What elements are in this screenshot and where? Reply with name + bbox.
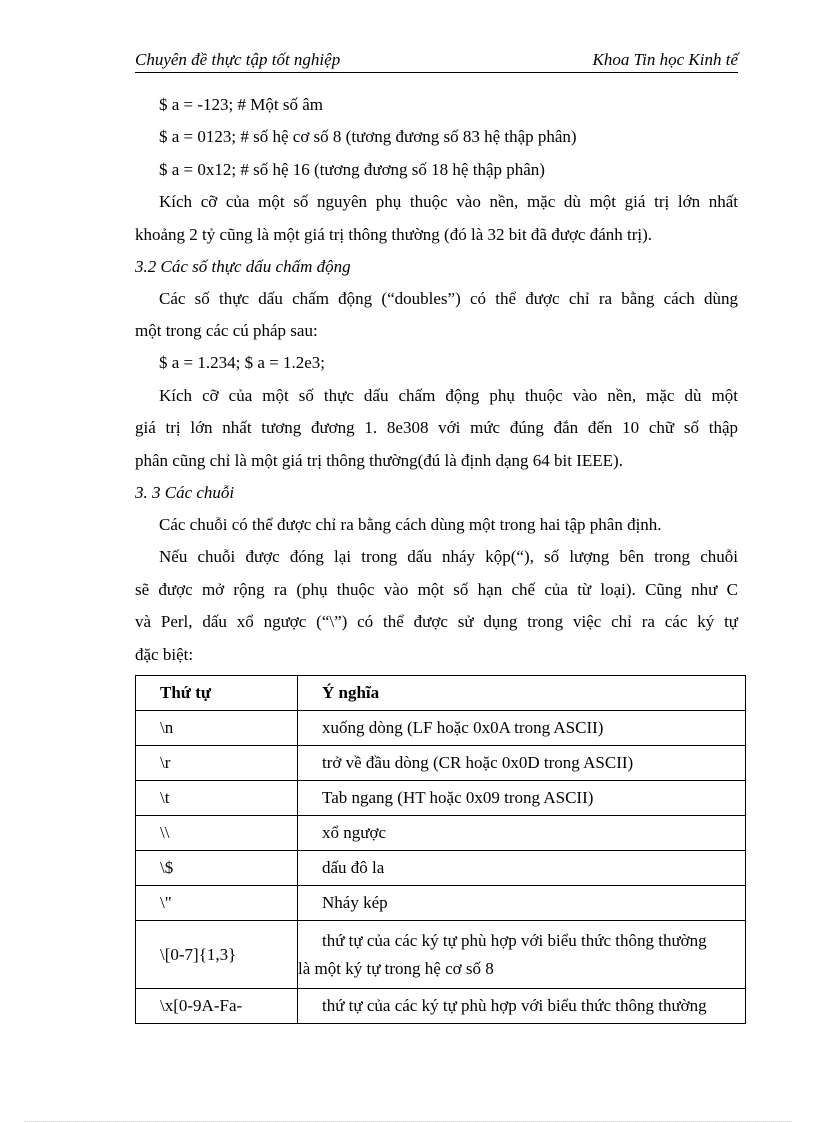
table-header-cell: Thứ tự (136, 676, 298, 711)
paragraph-line: Các chuỗi có thể được chỉ ra bằng cách dùng một trong hai tập phân định. (159, 515, 662, 534)
paragraph-line: phân cũng chỉ là một giá trị thông thường(đú là định dạng 64 bit IEEE). (135, 451, 623, 470)
table-row (136, 816, 746, 851)
table-cell-meaning: trở về đầu dòng (CR hoặc 0x0D trong ASCII) (298, 746, 746, 781)
table-cell-sequence: \x[0-9A-Fa- (136, 989, 298, 1024)
paragraph-line: Các số thực dấu chấm động (“doubles”) có thể được chỉ ra bằng cách dùng (159, 289, 738, 308)
table-cell-meaning: Nháy kép (298, 886, 746, 921)
paragraph-line: Kích cỡ của một số nguyên phụ thuộc vào nền, mặc dù một giá trị lớn nhất (159, 192, 738, 211)
table-cell-meaning: thứ tự của các ký tự phù hợp với biểu thức thông thường (298, 989, 746, 1024)
page-header (135, 48, 738, 73)
header-left-title: Chuyên đề thực tập tốt nghiệp (135, 50, 341, 69)
table-row (136, 711, 746, 746)
table-row (136, 746, 746, 781)
table-row (136, 886, 746, 921)
paragraph-line: và Perl, dấu xổ ngược (“\”) có thể được sử dụng trong việc chỉ ra các ký tự (135, 612, 738, 631)
section-heading-float: 3.2 Các số thực dấu chấm động (135, 257, 351, 276)
table-header-cell: Ý nghĩa (298, 676, 746, 711)
table-cell-sequence: \[0-7]{1,3} (136, 921, 298, 989)
code-line-negative: $ a = -123; # Một số âm (159, 95, 323, 114)
escape-sequence-table (135, 675, 746, 1024)
meaning-line-2: là một ký tự trong hệ cơ số 8 (298, 958, 494, 978)
table-row (136, 781, 746, 816)
page-bottom-divider (24, 1121, 792, 1122)
table-cell-meaning: xổ ngược (298, 816, 746, 851)
paragraph-line: một trong các cú pháp sau: (135, 321, 318, 340)
code-line-float: $ a = 1.234; $ a = 1.2e3; (159, 353, 326, 372)
paragraph-line: khoảng 2 tỷ cũng là một giá trị thông thường (đó là 32 bit đã được đánh trị). (135, 225, 653, 244)
table-cell-sequence: \" (136, 886, 298, 921)
header-right-title: Khoa Tin học Kinh tế (592, 50, 738, 69)
table-cell-sequence: \\ (136, 816, 298, 851)
table-cell-sequence: \$ (136, 851, 298, 886)
table-cell-meaning: dấu đô la (298, 851, 746, 886)
table-cell-sequence: \r (136, 746, 298, 781)
table-cell-meaning: Tab ngang (HT hoặc 0x09 trong ASCII) (298, 781, 746, 816)
paragraph-line: đặc biệt: (135, 645, 194, 664)
code-line-octal: $ a = 0123; # số hệ cơ số 8 (tương đương số 83 hệ thập phân) (159, 127, 577, 146)
section-heading-strings: 3. 3 Các chuỗi (135, 483, 235, 502)
table-row (136, 851, 746, 886)
table-cell-meaning: xuống dòng (LF hoặc 0x0A trong ASCII) (298, 711, 746, 746)
table-cell-sequence: \t (136, 781, 298, 816)
table-row (136, 921, 746, 989)
table-header-row (136, 676, 746, 711)
paragraph-line: Kích cỡ của một số thực dấu chấm động phụ thuộc vào nền, mặc dù một (159, 386, 738, 405)
meaning-line-1: thứ tự của các ký tự phù hợp với biểu thức thông thường (322, 930, 707, 950)
paragraph-line: sẽ được mở rộng ra (phụ thuộc vào một số hạn chế của từ loại). Cũng như C (135, 580, 738, 599)
paragraph-line: Nếu chuỗi được đóng lại trong dấu nháy kộp(“), số lượng bên trong chuỗi (159, 547, 738, 566)
paragraph-line: giá trị lớn nhất tương đương 1. 8e308 với mức đúng đắn đến 10 chữ số thập (135, 418, 738, 437)
table-cell-sequence: \n (136, 711, 298, 746)
table-row (136, 989, 746, 1024)
table-cell-meaning (298, 921, 746, 989)
code-line-hex: $ a = 0x12; # số hệ 16 (tương đương số 18 hệ thập phân) (159, 160, 545, 179)
